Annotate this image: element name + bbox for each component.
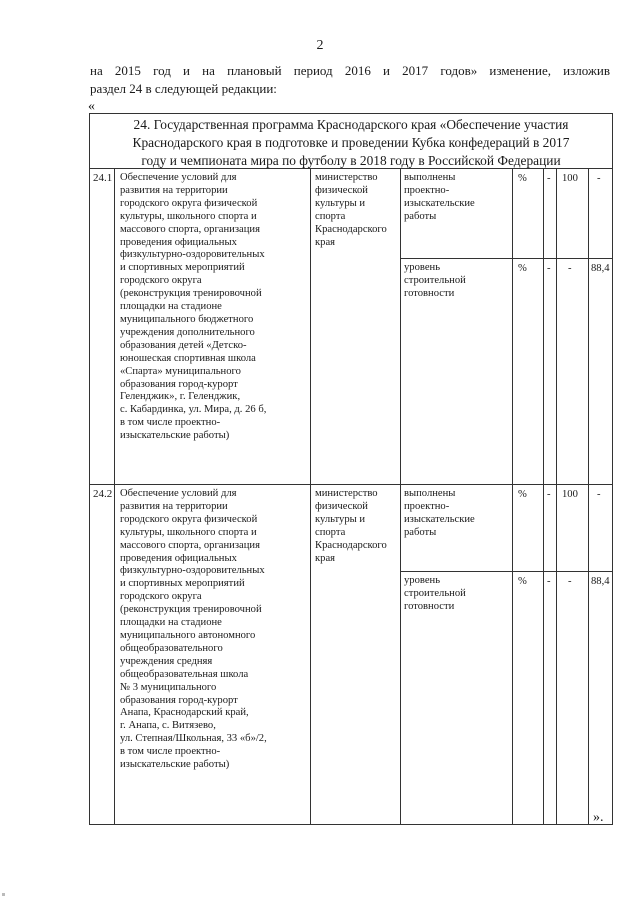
indicator-line: готовности xyxy=(404,287,455,299)
indicator-unit: % xyxy=(518,173,527,184)
row-divider xyxy=(90,484,612,485)
indicator-line: выполнены xyxy=(404,488,456,499)
desc-line: развития на территории xyxy=(120,500,228,512)
row-description xyxy=(120,172,266,443)
indicator-divider-2 xyxy=(400,571,612,572)
desc-line: и спортивных мероприятий xyxy=(120,262,245,274)
indicator-line: работы xyxy=(404,526,437,538)
row-ministry xyxy=(315,488,387,565)
section-title-line: году и чемпионата мира по футболу в 2018 году в Российской Федерации xyxy=(141,153,561,168)
desc-line: физкультурно-оздоровительных xyxy=(120,249,265,261)
ministry-line: спорта xyxy=(315,526,346,538)
closing-quote: ». xyxy=(593,810,604,825)
intro-paragraph xyxy=(90,62,610,98)
desc-line: площадки на стадионе xyxy=(120,301,222,313)
section-title xyxy=(90,116,612,170)
indicator-value-1: - xyxy=(547,263,551,274)
indicator-line: изыскательские xyxy=(404,513,475,525)
desc-line: юношеская спортивная школа xyxy=(120,352,256,364)
title-divider xyxy=(90,168,612,169)
row-number: 24.1 xyxy=(93,172,113,184)
indicator-unit: % xyxy=(518,263,527,274)
indicator-line: проектно- xyxy=(404,184,450,196)
ministry-line: края xyxy=(315,236,336,248)
desc-line: (реконструкция тренировочной xyxy=(120,604,262,616)
desc-line: Обеспечение условий для xyxy=(120,172,237,183)
program-table xyxy=(89,113,613,825)
col-divider-ministry xyxy=(400,168,401,824)
indicator-value-2: 100 xyxy=(562,489,578,500)
opening-quote: « xyxy=(88,99,95,114)
desc-line: образования город-курорт xyxy=(120,378,238,390)
desc-line: учреждения дополнительного xyxy=(120,326,255,338)
col-divider-v2 xyxy=(588,168,589,824)
col-divider-desc xyxy=(310,168,311,824)
desc-line: культуры, школьного спорта и xyxy=(120,526,257,538)
section-title-line: 24. Государственная программа Краснодарского края «Обеспечение участия xyxy=(133,117,569,132)
indicator-name xyxy=(404,262,466,301)
indicator-line: изыскательские xyxy=(404,197,475,209)
desc-line: Обеспечение условий для xyxy=(120,488,237,499)
desc-line: общеобразовательного xyxy=(120,642,223,654)
desc-line: массового спорта, организация xyxy=(120,223,260,235)
desc-line: с. Кабардинка, ул. Мира, д. 26 б, xyxy=(120,404,267,416)
row-number: 24.2 xyxy=(93,488,113,500)
desc-line: городского округа физической xyxy=(120,197,258,209)
indicator-line: уровень xyxy=(404,262,441,273)
indicator-line: проектно- xyxy=(404,500,450,512)
desc-line: массового спорта, организация xyxy=(120,539,260,551)
desc-line: проведения официальных xyxy=(120,552,237,564)
indicator-line: строительной xyxy=(404,587,466,599)
desc-line: «Спарта» муниципального xyxy=(120,365,241,377)
ministry-line: Краснодарского xyxy=(315,539,387,551)
col-divider-num xyxy=(114,168,115,824)
ministry-line: культуры и xyxy=(315,513,366,525)
desc-line: городского округа xyxy=(120,275,202,287)
desc-line: городского округа физической xyxy=(120,513,258,525)
indicator-value-3: - xyxy=(597,173,601,184)
desc-line: физкультурно-оздоровительных xyxy=(120,565,265,577)
indicator-value-2: - xyxy=(568,263,572,274)
desc-line: № 3 муниципального xyxy=(120,681,217,693)
ministry-line: спорта xyxy=(315,210,346,222)
indicator-line: работы xyxy=(404,210,437,222)
desc-line: развития на территории xyxy=(120,184,228,196)
indicator-value-1: - xyxy=(547,173,551,184)
page-number: 2 xyxy=(316,38,324,53)
indicator-value-3: 88,4 xyxy=(591,576,610,587)
desc-line: образования город-курорт xyxy=(120,694,238,706)
col-divider-indicator xyxy=(512,168,513,824)
indicator-unit: % xyxy=(518,576,527,587)
desc-line: проведения официальных xyxy=(120,236,237,248)
desc-line: г. Анапа, с. Витязево, xyxy=(120,720,216,732)
desc-line: и спортивных мероприятий xyxy=(120,578,245,590)
indicator-line: строительной xyxy=(404,274,466,286)
indicator-value-1: - xyxy=(547,489,551,500)
indicator-unit: % xyxy=(518,489,527,500)
ministry-line: физической xyxy=(315,500,368,512)
indicator-value-1: - xyxy=(547,576,551,587)
ministry-line: физической xyxy=(315,184,368,196)
ministry-line: министерство xyxy=(315,172,378,183)
indicator-value-3: 88,4 xyxy=(591,263,610,274)
indicator-name xyxy=(404,172,475,224)
row-description xyxy=(120,488,267,772)
desc-line: в том числе проектно- xyxy=(120,417,221,429)
desc-line: учреждения средняя xyxy=(120,655,213,667)
indicator-line: готовности xyxy=(404,600,455,612)
desc-line: ул. Степная/Школьная, 33 «б»/2, xyxy=(120,733,267,745)
row-ministry xyxy=(315,172,387,249)
desc-line: муниципального бюджетного xyxy=(120,313,254,325)
indicator-name xyxy=(404,488,475,540)
desc-line: изыскательские работы) xyxy=(120,759,230,771)
indicator-value-3: - xyxy=(597,489,601,500)
desc-line: Анапа, Краснодарский край, xyxy=(120,707,249,719)
intro-line-1: на 2015 год и на плановый период 2016 и 2017 годов» изменение, изложив xyxy=(90,63,610,78)
indicator-value-2: 100 xyxy=(562,173,578,184)
indicator-line: выполнены xyxy=(404,172,456,183)
section-title-line: Краснодарского края в подготовке и проведении Кубка конфедераций в 2017 xyxy=(132,135,570,150)
ministry-line: края xyxy=(315,552,336,564)
desc-line: общеобразовательная школа xyxy=(120,668,249,680)
indicator-divider-1 xyxy=(400,258,612,259)
desc-line: образования детей «Детско- xyxy=(120,339,247,351)
desc-line: (реконструкция тренировочной xyxy=(120,288,262,300)
desc-line: в том числе проектно- xyxy=(120,746,221,758)
indicator-line: уровень xyxy=(404,575,441,586)
scan-mark xyxy=(2,893,5,896)
desc-line: муниципального автономного xyxy=(120,629,256,641)
desc-line: Геленджик», г. Геленджик, xyxy=(120,391,241,403)
ministry-line: культуры и xyxy=(315,197,366,209)
desc-line: культуры, школьного спорта и xyxy=(120,210,257,222)
ministry-line: министерство xyxy=(315,488,378,499)
col-divider-unit xyxy=(543,168,544,824)
desc-line: площадки на стадионе xyxy=(120,617,222,629)
ministry-line: Краснодарского xyxy=(315,223,387,235)
indicator-value-2: - xyxy=(568,576,572,587)
desc-line: городского округа xyxy=(120,591,202,603)
intro-line-2: раздел 24 в следующей редакции: xyxy=(90,81,277,96)
indicator-name xyxy=(404,575,466,614)
col-divider-v1 xyxy=(556,168,557,824)
desc-line: изыскательские работы) xyxy=(120,430,230,442)
